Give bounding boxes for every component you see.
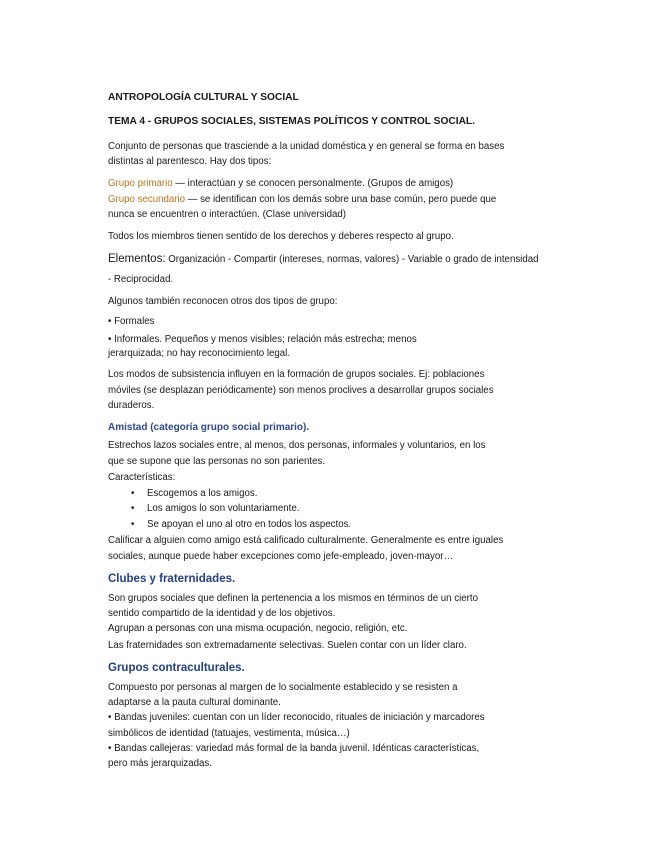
primary-group-text: — interactúan y se conocen personalmente. (Grupos de amigos) [172,178,454,189]
bullet-dot: • [131,519,135,530]
subsistence-line-3: duraderos. [108,400,155,411]
clubs-line-2: sentido compartido de la identidad y de los objetivos. [108,608,336,619]
intro-line-1: Conjunto de personas que trasciende a la unidad doméstica y en general se forma en bases [108,141,505,152]
clubs-line-3: Agrupan a personas con una misma ocupación, negocio, religión, etc. [108,623,408,634]
friendship-line-3: Características: [108,472,176,483]
secondary-group-line [108,193,496,206]
friendship-bullet-2: Los amigos lo son voluntariamente. [147,503,300,514]
elements-label: Elementos: [108,253,166,265]
elements-line [108,253,539,266]
secondary-group-line-2: nunca se encuentren o interactúen. (Clase universidad) [108,209,347,220]
rights-line: Todos los miembros tienen sentido de los derechos y deberes respecto al grupo. [108,231,454,242]
topic-heading: TEMA 4 - GRUPOS SOCIALES, SISTEMAS POLÍTICOS Y CONTROL SOCIAL. [108,116,475,127]
clubs-line-4: Las fraternidades son extremadamente selectivas. Suelen contar con un líder claro. [108,640,467,651]
secondary-group-label: Grupo secundario [108,194,186,205]
other-types-intro: Algunos también reconocen otros dos tipos de grupo: [108,296,338,307]
friendship-bullet-1: Escogemos a los amigos. [147,488,258,499]
elements-text: Organización - Compartir (intereses, normas, valores) - Variable o grado de intensidad [165,254,539,265]
informal-item-2: jerarquizada; no hay reconocimiento legal. [108,348,291,359]
friendship-line-2: que se supone que las personas no son parientes. [108,456,326,467]
intro-line-2: distintas al parentesco. Hay dos tipos: [108,156,272,167]
friendship-line-1: Estrechos lazos sociales entre, al menos, dos personas, informales y voluntarios, en los [108,440,486,451]
subsistence-line-1: Los modos de subsistencia influyen en la formación de grupos sociales. Ej: poblaciones [108,369,485,380]
counter-heading: Grupos contraculturales. [108,662,245,674]
subject-heading: ANTROPOLOGÍA CULTURAL Y SOCIAL [108,92,299,103]
primary-group-label: Grupo primario [108,178,173,189]
counter-line-5: • Bandas callejeras: variedad más formal de la banda juvenil. Idénticas características, [108,743,480,754]
friendship-closing-2: sociales, aunque puede haber excepciones como jefe-empleado, joven-mayor… [108,551,454,562]
clubs-line-1: Son grupos sociales que definen la pertenencia a los mismos en términos de un cierto [108,593,478,604]
clubs-heading: Clubes y fraternidades. [108,573,236,585]
counter-line-6: pero más jerarquizadas. [108,758,212,769]
informal-item: • Informales. Pequeños y menos visibles; relación más estrecha; menos [108,334,417,345]
friendship-bullet-3: Se apoyan el uno al otro en todos los aspectos. [147,519,352,530]
primary-group-line [108,177,453,190]
friendship-closing-1: Calificar a alguien como amigo está calificado culturalmente. Generalmente es entre iguales [108,535,504,546]
counter-line-3: • Bandas juveniles: cuentan con un líder reconocido, rituales de iniciación y marcadores [108,712,485,723]
counter-line-4: simbólicos de identidad (tatuajes, vestimenta, música…) [108,728,350,739]
subsistence-line-2: móviles (se desplazan periódicamente) son menos proclives a desarrollar grupos sociales [108,385,494,396]
bullet-dot: • [131,503,135,514]
counter-line-1: Compuesto por personas al margen de lo socialmente establecido y se resisten a [108,682,458,693]
counter-line-2: adaptarse a la pauta cultural dominante. [108,697,281,708]
elements-line-2: - Reciprocidad. [108,274,174,285]
bullet-dot: • [131,488,135,499]
formal-item: • Formales [108,316,155,327]
friendship-heading: Amistad (categoría grupo social primario). [108,422,310,433]
secondary-group-text: — se identifican con los demás sobre una base común, pero puede que [185,194,497,205]
